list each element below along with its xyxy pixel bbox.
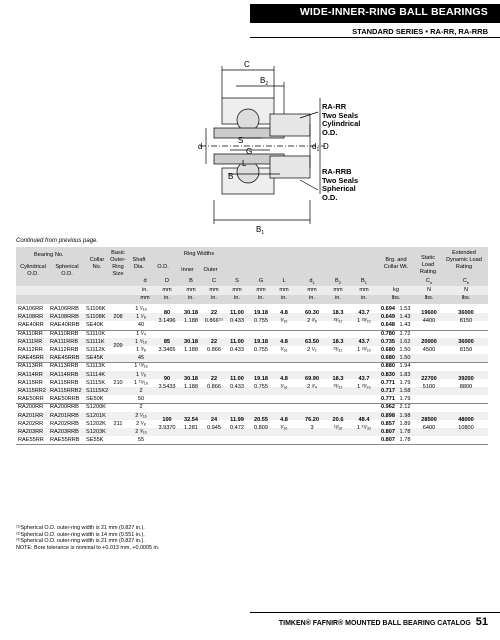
cell-B2: 18.3 [332, 339, 344, 345]
note-rr [322, 103, 360, 137]
cell-S: 0.433 [230, 318, 244, 325]
cell-C: 0.866 [207, 383, 221, 390]
cell-spherical: RA112RRB [50, 347, 79, 353]
note-rrb-line: O.D. [322, 192, 338, 202]
cell-D: 90 [163, 375, 171, 382]
cell-collar: S1108K [86, 314, 106, 321]
table-row [16, 362, 488, 370]
cell-co: 22700 [421, 375, 437, 382]
cell-shaft: 1 ¹⁄₄ [136, 330, 146, 337]
cell-collar: SE45K [86, 355, 104, 362]
cell-D: 80 [163, 310, 171, 317]
cell-B1: 1 ²⁹⁄₃₂ [356, 424, 372, 431]
cell-cylindrical: RA112RR [18, 347, 43, 353]
unit-cell: in. [234, 295, 240, 301]
dim-b-label: B [228, 172, 234, 181]
cell-G: 0.755 [254, 318, 268, 325]
hdr-od: O.D. [157, 264, 169, 270]
cell-ce: 8150 [459, 347, 473, 353]
note-rr-line: O.D. [322, 127, 338, 137]
cell-d1: 2 ³⁄₈ [307, 318, 317, 325]
cell-cylindrical: RA200RR [18, 404, 44, 411]
symbol-cell: $C_e$ [462, 278, 470, 286]
cell-B2: ²³⁄₃₂ [333, 347, 343, 353]
cell-weight-lb: 1.58 [399, 388, 411, 394]
unit-cell: in. [361, 295, 367, 301]
cell-d1: 76.20 [305, 416, 319, 423]
cell-S: 11.00 [230, 375, 244, 382]
cell-weight-kg: 0.771 [381, 396, 395, 403]
cell-shaft: 45 [137, 355, 145, 362]
symbol-cell: $B_2$ [335, 278, 341, 286]
footnote: NOTE: Bore tolerance is nominal to +0.013 mm, +0.0005 in. [16, 544, 160, 551]
unit-cell: in. [188, 295, 194, 301]
cell-spherical: RA108RRB [50, 314, 79, 321]
footnote: ⁽³⁾Spherical O.D. outer-ring width is 21 mm (0.827 in.). [16, 538, 145, 545]
cell-L: ³⁄₁₆ [280, 424, 288, 431]
continued-note: Continued from previous page. [16, 238, 99, 244]
cell-shaft: 1 ¹⁵⁄₁₆ [134, 379, 148, 386]
cell-d1: 2 ³⁄₄ [307, 383, 317, 390]
unit-cell: in. [142, 287, 148, 293]
cell-collar: S1202K [86, 420, 106, 427]
cell-G: 0.755 [254, 383, 268, 390]
symbol-subscript: e [466, 280, 470, 286]
cell-weight-lb: 1.78 [399, 437, 411, 444]
cell-spherical: RA115RRB2 [50, 388, 82, 394]
cell-weight-lb: 2.12 [399, 404, 411, 411]
cell-collar: SE40K [86, 322, 104, 329]
cell-shaft: 50 [137, 396, 145, 403]
units-cells [16, 286, 488, 304]
cell-basic-size: 208 [113, 314, 123, 321]
cell-S: 11.00 [230, 310, 244, 317]
cell-D: 3.5433 [158, 383, 176, 390]
unit-cell: kg [393, 287, 399, 293]
cell-basic-size: 210 [113, 379, 123, 386]
cell-B: 1.281 [184, 424, 198, 431]
cell-L: 4.8 [280, 310, 288, 317]
cell-weight-lb: 1.79 [399, 379, 411, 386]
unit-cell: mm [162, 287, 172, 293]
table-row [16, 403, 488, 411]
cell-d1: 2 ¹⁄₂ [307, 347, 317, 353]
cell-shaft: 1 ¹⁄₈ [136, 314, 146, 321]
cell-ce: 39200 [458, 375, 474, 382]
cell-shaft: 40 [137, 322, 145, 329]
cell-weight-kg: 0.694 [381, 306, 395, 312]
cell-C: 22 [210, 339, 218, 345]
unit-cell: in. [335, 295, 341, 301]
symbol-subscript: o [429, 280, 433, 286]
cell-spherical: RAE55RRB [50, 437, 80, 444]
footer-text: TIMKEN® FAFNIR® MOUNTED BALL BEARING CATALOG [278, 620, 471, 627]
cell-ce: 10800 [458, 424, 474, 431]
cell-collar: S1112K [86, 347, 106, 353]
cell-cylindrical: RA110RR [18, 330, 43, 337]
dim-g-label: G [246, 147, 253, 156]
cell-B2: ²³⁄₃₂ [333, 318, 343, 325]
cell-weight-kg: 0.880 [381, 363, 395, 370]
cell-B1: 1 ²³⁄₃₂ [357, 347, 371, 353]
cell-shaft: 1 ¹⁄₁₆ [135, 306, 147, 312]
cell-collar: SE50K [86, 396, 104, 403]
symbol-cell: S [235, 278, 239, 284]
cell-S: 0.433 [230, 383, 244, 390]
cell-L: ³⁄₁₆ [280, 318, 288, 325]
cell-spherical: RA114RRB [50, 371, 79, 378]
footer-rule [250, 612, 500, 613]
hdr-shaft: Shaft Dia. [132, 257, 146, 270]
cell-collar: S1201K [86, 412, 106, 419]
cell-C: 0.945 [207, 424, 221, 431]
dim-d1-label: $d_1$ [312, 142, 320, 153]
cell-weight-kg: 0.780 [381, 330, 395, 337]
symbol-subscript: 1 [364, 280, 367, 286]
cell-collar: SE55K [86, 437, 104, 444]
cell-B2: 18.3 [332, 310, 344, 317]
unit-cell: mm [279, 287, 289, 293]
cell-shaft: 1 ⁵⁄₁₆ [134, 338, 148, 345]
note-rrb-line: RA-RRB [322, 167, 352, 176]
cell-L: ³⁄₁₆ [280, 383, 288, 390]
cell-cylindrical: RA108RR [18, 314, 44, 321]
dim-l-label: L [242, 159, 247, 168]
hdr-spherical: Spherical O.D. [55, 264, 79, 277]
cell-co: 19600 [421, 310, 437, 317]
cell-d1: 60.30 [305, 310, 319, 317]
unit-cell: mm [140, 295, 150, 301]
cell-shaft: 2 ¹⁄₈ [136, 420, 146, 427]
page-subtitle: STANDARD SERIES • RA-RR, RA-RRB [352, 27, 488, 36]
cell-B: 30.18 [184, 375, 198, 382]
note-rr-line: Two Seals [322, 110, 359, 120]
cell-collar: S1110K [86, 330, 106, 337]
unit-cell: lbs. [424, 295, 434, 301]
cell-ce: 8800 [459, 383, 473, 390]
cell-weight-kg: 0.680 [381, 347, 395, 353]
cell-shaft: 1 ¹³⁄₁₆ [134, 363, 148, 370]
dim-b1-label: $B_1$ [256, 225, 265, 235]
cell-B2: 18.3 [332, 375, 344, 382]
cell-co: 28500 [421, 416, 437, 423]
cell-d1: 69.90 [305, 375, 319, 382]
cell-B2: ²³⁄₃₂ [333, 383, 343, 390]
cell-S: 11.00 [230, 339, 244, 345]
cell-G: 0.755 [254, 347, 268, 353]
cell-B: 1.188 [184, 318, 198, 325]
unit-cell: mm [256, 287, 266, 293]
table-body [16, 305, 488, 515]
page-header [0, 0, 500, 38]
note-rr-line: RA-RR [322, 102, 347, 111]
cell-d1: 3 [310, 424, 314, 431]
cell-ce: 36000 [458, 310, 474, 317]
cell-D: 3.9370 [158, 424, 176, 431]
symbol-cell: C [211, 278, 217, 284]
symbol-cell: $d_1$ [309, 278, 315, 286]
symbol-cell: D [164, 278, 170, 284]
cell-weight-lb: 1.62 [399, 338, 411, 345]
cell-weight-lb: 1.72 [399, 330, 411, 337]
cell-G: 19.18 [254, 339, 268, 345]
hdr-inner: Inner [181, 267, 194, 273]
cell-B2: ¹³⁄₁₆ [333, 424, 343, 431]
cell-weight-kg: 0.649 [381, 314, 395, 321]
cell-L: 4.8 [280, 375, 288, 382]
cell-cylindrical: RAE50RR [18, 396, 44, 403]
cell-d1: 63.50 [305, 339, 319, 345]
cell-S: 0.433 [230, 347, 244, 353]
hdr-basic: Basic Outer-Ring Size [110, 250, 126, 277]
cell-C: 0.866⁽¹⁾ [204, 318, 224, 325]
cell-collar: S1200K [86, 404, 106, 411]
dim-od-label: D [323, 142, 329, 151]
cell-weight-lb: 1.79 [399, 396, 411, 403]
unit-cell: in. [211, 295, 217, 301]
unit-cell: mm [359, 287, 369, 293]
symbol-row [16, 278, 488, 286]
cell-C: 22 [210, 310, 218, 317]
cell-B1: 43.7 [358, 375, 370, 382]
cell-weight-kg: 0.857 [381, 420, 395, 427]
cell-weight-lb: 1.50 [399, 347, 411, 353]
cell-weight-lb: 1.94 [399, 363, 411, 370]
cell-shaft: 2 [139, 388, 143, 394]
note-rrb [322, 168, 358, 202]
group-divider [16, 444, 488, 445]
cell-cylindrical: RA113RR [18, 363, 43, 370]
dim-d-label: d [198, 142, 203, 151]
cell-shaft: 2 ¹⁄₁₆ [135, 412, 147, 419]
cell-L: 4.8 [280, 416, 288, 423]
cell-weight-kg: 0.771 [381, 379, 395, 386]
cell-weight-lb: 1.83 [399, 371, 411, 378]
hdr-static-load: Static Load Rating [419, 255, 437, 275]
cell-basic-size: 209 [113, 343, 123, 349]
cell-spherical: RA111RRB [50, 338, 79, 345]
cell-weight-kg: 0.735 [381, 338, 395, 345]
cell-shaft: 55 [137, 437, 145, 444]
unit-cell: N [463, 287, 469, 293]
cell-weight-lb: 1.50 [399, 355, 411, 362]
cell-weight-kg: 0.807 [381, 437, 395, 444]
cell-spherical: RA202RRB [50, 420, 79, 427]
cell-B1: 43.7 [358, 339, 370, 345]
cell-D: 3.1496 [158, 318, 176, 325]
cell-collar: S1111K [86, 338, 105, 345]
cell-weight-lb: 1.43 [399, 322, 411, 329]
cell-cylindrical: RAE40RR [18, 322, 44, 329]
collar-bottom [270, 156, 310, 178]
cell-weight-kg: 0.807 [381, 429, 395, 435]
cell-ce: 8150 [459, 318, 473, 325]
cell-weight-lb: 1.53 [399, 306, 411, 312]
unit-cell: in. [309, 295, 315, 301]
cell-G: 0.809 [254, 424, 268, 431]
cell-shaft: 1 ⁷⁄₈ [136, 371, 146, 378]
cell-G: 19.18 [254, 375, 268, 382]
cell-cylindrical: RA106RR [18, 306, 44, 312]
cell-L: ³⁄₁₆ [280, 347, 288, 353]
cell-spherical: RA115RRB [50, 379, 79, 386]
cell-B: 32.54 [184, 416, 198, 423]
footnote: ⁽²⁾Spherical O.D. outer-ring width is 14 mm (0.551 in.). [16, 531, 145, 538]
cell-B1: 48.4 [358, 416, 370, 423]
table-row [16, 354, 488, 362]
cell-spherical: RA113RRB [50, 363, 79, 370]
cell-spherical: RA203RRB [50, 429, 79, 435]
footnotes [16, 525, 159, 551]
symbol-cell: G [258, 278, 264, 284]
cell-spherical: RAE45RRB [50, 355, 80, 362]
cell-cylindrical: RA114RR [18, 371, 43, 378]
cell-cylindrical: RAE45RR [18, 355, 44, 362]
footnote: ⁽¹⁾Spherical O.D. outer-ring width is 21 mm (0.827 in.). [16, 525, 145, 531]
cell-weight-kg: 0.680 [381, 355, 395, 362]
dim-s-label: S [238, 136, 244, 145]
cell-S: 11.99 [230, 416, 244, 423]
cell-basic-size: 211 [113, 420, 123, 427]
cell-D: 85 [163, 339, 171, 345]
unit-cell: in. [164, 295, 170, 301]
cell-weight-kg: 0.898 [381, 412, 395, 419]
cell-spherical: RA201RRB [50, 412, 79, 419]
cell-spherical: RAE40RRB [50, 322, 80, 329]
symbol-subscript: 2 [338, 280, 341, 286]
cell-weight-lb: 1.43 [399, 314, 411, 321]
cell-co: 20000 [421, 339, 437, 345]
dim-c-label: C [244, 60, 250, 69]
cell-co: 4400 [422, 318, 436, 325]
cell-collar: S1203K [86, 429, 106, 435]
cell-shaft: 2 [139, 404, 143, 411]
cell-shaft: 2 ³⁄₁₆ [135, 429, 147, 435]
symbol-subscript: 1 [312, 280, 315, 286]
symbol-cell: $C_o$ [425, 278, 433, 286]
note-rrb-line: Two Seals [322, 175, 359, 185]
cell-cylindrical: RA201RR [18, 412, 44, 419]
header-rule [250, 37, 500, 38]
cell-co: 4500 [422, 347, 436, 353]
cell-B1: 1 ²³⁄₃₂ [357, 383, 371, 390]
symbol-cell: d [143, 278, 147, 284]
page-footer [279, 616, 488, 628]
unit-cell: lbs. [391, 295, 401, 301]
hdr-weight: Brg. and Collar Wt. [383, 257, 409, 270]
cell-cylindrical: RA202RR [18, 420, 44, 427]
cell-ce: 36000 [458, 339, 474, 345]
unit-cell: N [426, 287, 432, 293]
cell-weight-kg: 0.648 [381, 322, 395, 329]
cell-weight-lb: 1.89 [399, 420, 411, 427]
cell-C: 22 [210, 375, 218, 382]
cell-collar: S1115K [86, 379, 106, 386]
collar-top [270, 114, 310, 136]
hdr-outer: Outer [203, 267, 218, 273]
cell-L: 4.8 [280, 339, 288, 345]
cell-cylindrical: RA203RR [18, 429, 44, 435]
cell-cylindrical: RA111RR [18, 338, 43, 345]
cell-ce: 48000 [458, 416, 474, 423]
table-row [16, 436, 488, 444]
cell-weight-kg: 0.962 [381, 404, 395, 411]
cell-B: 30.18 [184, 339, 198, 345]
cell-G: 20.55 [254, 416, 268, 423]
cell-D: 3.3465 [158, 347, 176, 353]
unit-cell: mm [209, 287, 219, 293]
note-rr-line: Cylindrical [322, 119, 361, 128]
cell-co: 6400 [422, 424, 436, 431]
cell-C: 0.866 [207, 347, 221, 353]
unit-cell: in. [281, 295, 287, 301]
hdr-bearing-no: Bearing No. [34, 252, 64, 258]
dim-b2-label: $B_2$ [260, 76, 269, 87]
page-number: 51 [475, 616, 488, 628]
cell-shaft: 1 ³⁄₈ [136, 347, 146, 353]
cell-weight-kg: 0.717 [381, 388, 395, 394]
page-title: WIDE-INNER-RING BALL BEARINGS [299, 6, 488, 18]
bearing-diagram [0, 40, 500, 235]
cell-B: 1.188 [184, 383, 198, 390]
hdr-cylindrical: Cylindrical O.D. [20, 264, 46, 277]
cell-B1: 43.7 [358, 310, 370, 317]
cell-B2: 20.6 [332, 416, 344, 423]
hdr-dynamic-load: Extended Dynamic Load Rating [446, 250, 482, 270]
cell-collar: S1113K [86, 363, 106, 370]
cell-co: 5100 [422, 383, 436, 390]
symbol-cell: B [189, 278, 193, 284]
unit-cell: mm [307, 287, 317, 293]
hdr-ring-widths: Ring Widths [183, 251, 215, 257]
cell-weight-lb: 1.98 [399, 412, 411, 419]
cell-spherical: RA200RRB [50, 404, 79, 411]
cell-collar: S1114K [86, 371, 106, 378]
cell-D: 100 [162, 416, 172, 423]
unit-cell: mm [186, 287, 196, 293]
unit-cell: mm [333, 287, 343, 293]
cell-B1: 1 ²³⁄₃₂ [357, 318, 371, 325]
note-rrb-line: Spherical [322, 184, 356, 193]
hdr-collar: Collar No. [89, 257, 105, 270]
cell-B: 30.18 [184, 310, 198, 317]
cell-spherical: RA106RRB [50, 306, 79, 312]
symbol-cell: L [282, 278, 286, 284]
cell-collar: S1106K [86, 306, 106, 312]
cell-G: 19.18 [254, 310, 268, 317]
cell-cylindrical: RA115RR2 [18, 388, 46, 394]
cell-spherical: RA110RRB [50, 330, 79, 337]
table-row [16, 330, 488, 338]
unit-cell: mm [232, 287, 242, 293]
cell-cylindrical: RAE55RR [18, 437, 44, 444]
symbol-cell: $B_1$ [361, 278, 367, 286]
cell-C: 24 [210, 416, 218, 423]
cell-weight-lb: 1.78 [399, 429, 411, 435]
unit-cell: lbs. [461, 295, 471, 301]
unit-cell: in. [258, 295, 264, 301]
cell-collar: S1115K2 [86, 388, 109, 394]
table-row [16, 395, 488, 403]
cell-cylindrical: RA115RR [18, 379, 43, 386]
cell-weight-kg: 0.830 [381, 371, 395, 378]
cell-B: 1.188 [184, 347, 198, 353]
cell-S: 0.472 [230, 424, 244, 431]
cell-spherical: RAE50RRB [50, 396, 80, 403]
